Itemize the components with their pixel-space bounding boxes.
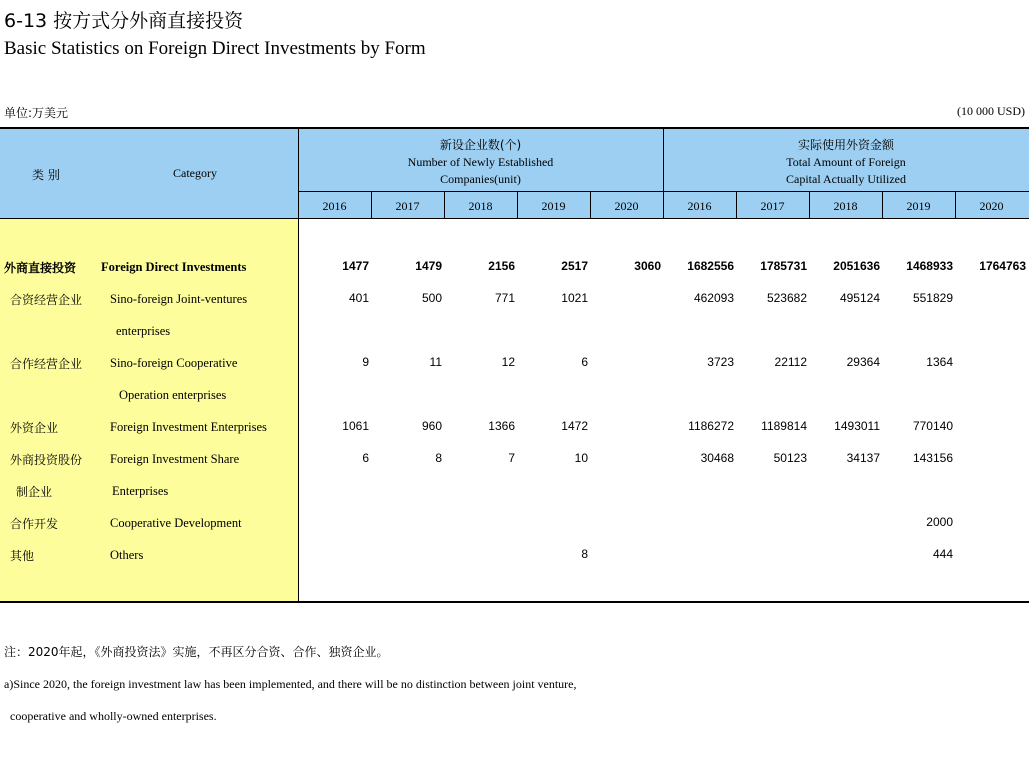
table-cell: 1189814 [761,419,807,433]
row-label-cn: 外资企业 [10,421,59,435]
table-bottom-border [0,601,1029,603]
row-label-en: Enterprises [112,484,169,498]
table-cell: 143156 [912,451,953,465]
table-cell: 8 [435,451,442,465]
row-label-cn: 合资经营企业 [10,293,83,307]
table-cell: 1364 [926,355,953,369]
table-cell: 1061 [342,419,369,433]
header-group-capital-utilized: 实际使用外资金额 Total Amount of Foreign Capital Actually Utilized [786,138,906,186]
table-cell: 11 [429,355,442,369]
row-label-en: Foreign Investment Enterprises [110,420,267,434]
table-cell: 960 [421,419,442,433]
table-cell: 1477 [342,259,369,273]
table-cell: 523682 [766,291,807,305]
row-label-cn: 合作经营企业 [10,357,83,371]
table-cell: 29364 [846,355,880,369]
year-header-7: 2018 [833,199,858,213]
table-cell: 495124 [839,291,880,305]
table-cell: 3060 [634,259,661,273]
table-cell: 6 [581,355,588,369]
row-label-en: enterprises [116,324,171,338]
table-cell: 1682556 [687,259,734,273]
row-label-cn: 外商投资股份 [10,453,83,467]
table-top-border [0,127,1029,129]
table-cell: 551829 [912,291,953,305]
table-cell: 8 [581,547,588,561]
year-header-5: 2016 [687,199,712,213]
year-header-1: 2017 [395,199,420,213]
table-cell: 444 [932,547,953,561]
footnote-cn: 注：2020年起，《外商投资法》实施，不再区分合资、合作、独资企业。 [4,645,389,659]
unit-label-en: (10 000 USD) [957,104,1025,118]
year-header-4: 2020 [614,199,639,213]
table-cell: 1468933 [906,259,953,273]
row-label-en: Sino-foreign Joint-ventures [110,292,248,306]
table-cell: 22112 [774,355,807,369]
row-label-en: Operation enterprises [119,388,227,402]
table-cell: 500 [421,291,442,305]
row-label-en: Others [110,548,144,562]
year-header-8: 2019 [906,199,931,213]
table-cell: 3723 [707,355,734,369]
table-cell: 1764763 [979,259,1026,273]
table-cell: 9 [362,355,369,369]
header-bottom-border [0,218,1029,219]
year-header-6: 2017 [760,199,785,213]
row-label-en: Foreign Direct Investments [101,260,247,274]
table-cell: 770140 [912,419,953,433]
table-cell: 2517 [561,259,588,273]
table-cell: 2000 [926,515,953,529]
row-label-en: Foreign Investment Share [110,452,240,466]
table-cell: 6 [362,451,369,465]
row-label-cn: 其他 [10,549,35,563]
page-title-cn: 6-13 按方式分外商直接投资 [4,10,244,32]
table-cell: 12 [501,355,515,369]
table-cell: 1479 [415,259,442,273]
table-cell: 30468 [700,451,734,465]
table-cell: 771 [494,291,515,305]
year-header-0: 2016 [322,199,347,213]
row-label-cn: 外商直接投资 [4,261,77,275]
table-cell: 2051636 [833,259,880,273]
year-header-2: 2018 [468,199,493,213]
row-label-cn: 合作开发 [10,517,59,531]
table-cell: 1493011 [834,419,880,433]
header-category-cn: 类 别 [32,168,60,182]
table-cell: 34137 [846,451,880,465]
footnote-en-line1: a)Since 2020, the foreign investment law has been implemented, and there will be no distinction between joint venture, [4,677,577,691]
year-header-9: 2020 [979,199,1004,213]
table-cell: 1186272 [688,419,734,433]
header-group-newly-established: 新设企业数(个) Number of Newly Established Companies(unit) [407,138,554,186]
table-cell: 1366 [488,419,515,433]
table-cell: 1785731 [760,259,807,273]
table-cell: 401 [348,291,369,305]
footnote-en-line2: cooperative and wholly-owned enterprises. [10,709,217,723]
row-label-en: Sino-foreign Cooperative [110,356,238,370]
table-cell: 1472 [561,419,588,433]
table-cell: 50123 [773,451,807,465]
table-cell: 7 [508,451,515,465]
header-category-en: Category [173,166,217,180]
page-title-en: Basic Statistics on Foreign Direct Investments by Form [4,38,426,59]
row-label-cn: 制企业 [16,485,53,499]
table-cell: 462093 [693,291,734,305]
table-cell: 2156 [488,259,515,273]
table-cell: 10 [574,451,588,465]
table-cell: 1021 [561,291,588,305]
row-label-en: Cooperative Development [110,516,242,530]
year-header-3: 2019 [541,199,566,213]
unit-label-cn: 单位:万美元 [4,106,69,120]
